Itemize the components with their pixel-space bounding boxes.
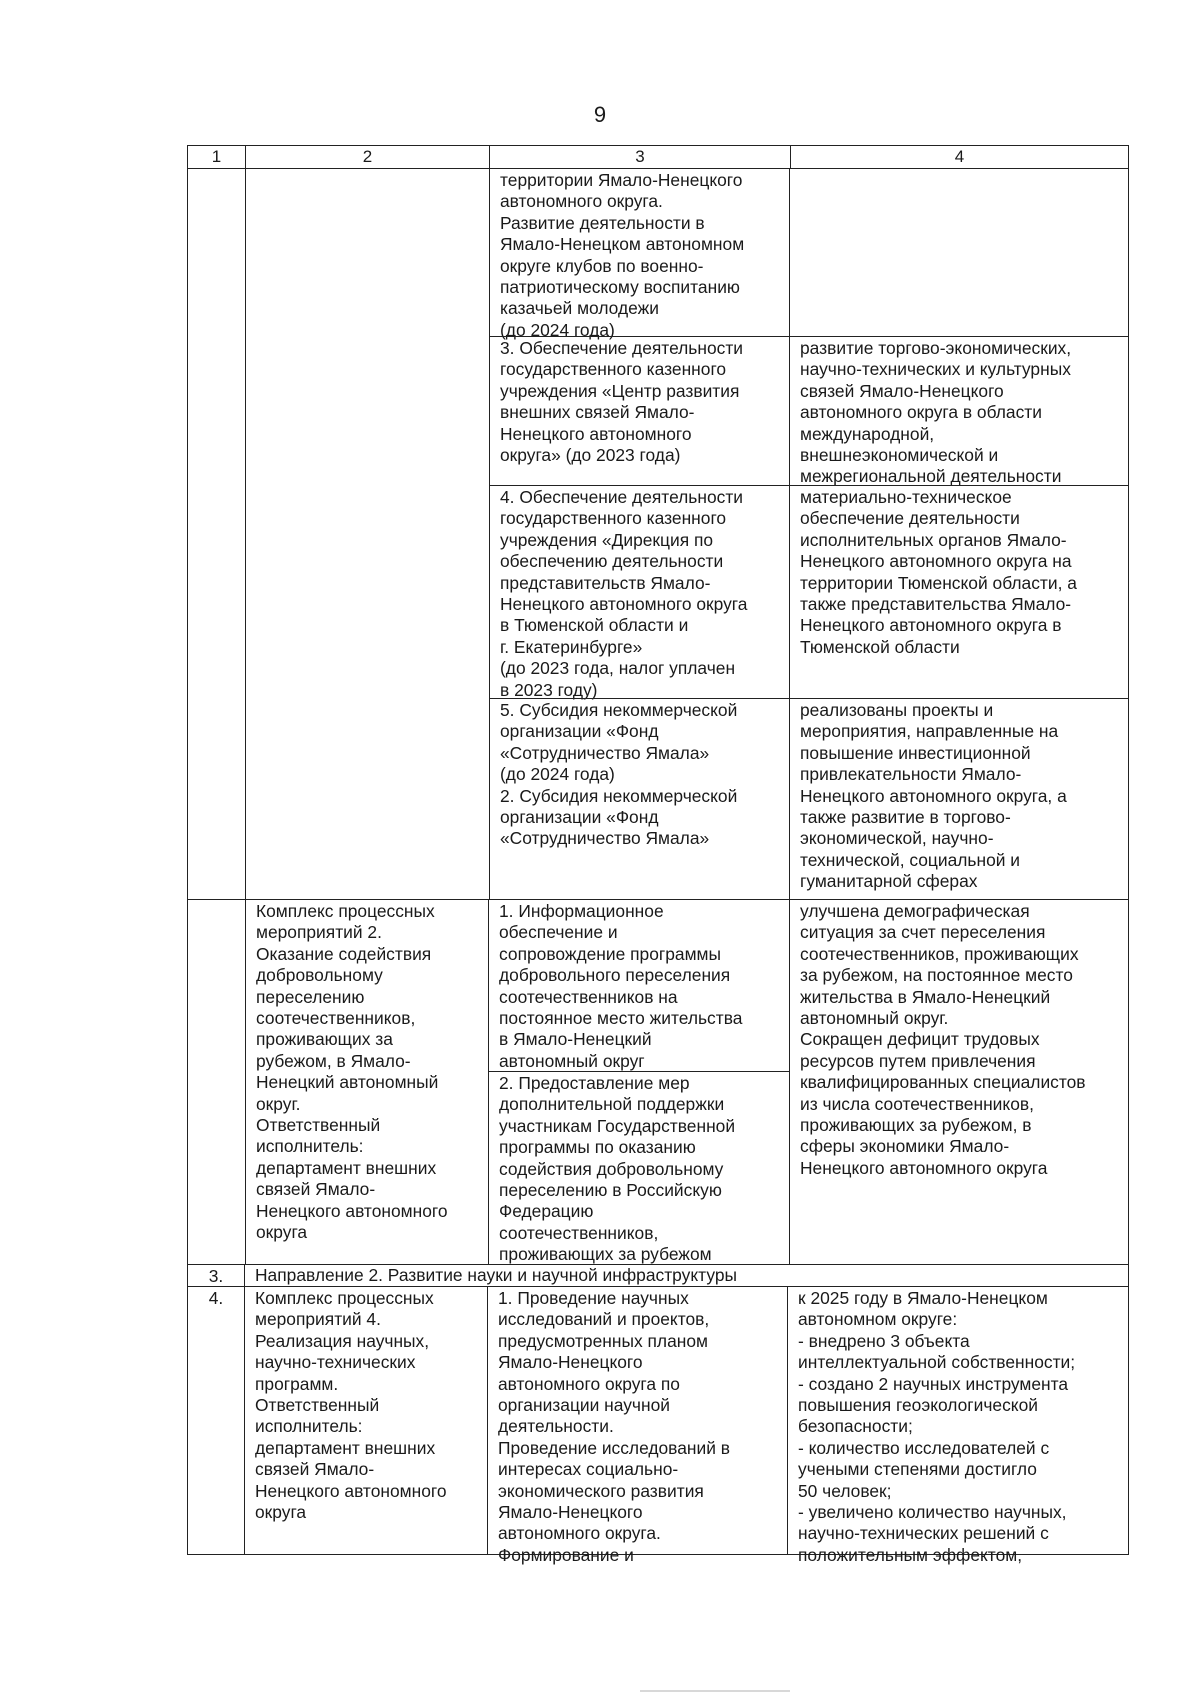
table-row-direction-2 <box>188 1264 1128 1286</box>
measure-cell: территории Ямало-Ненецкого автономного округа. Развитие деятельности в Ямало-Ненецком автономном округе клубов по военно- патриотическому воспитанию казачьей молодежи (до 2024 года) <box>490 169 790 336</box>
table-cell-empty <box>188 900 246 1264</box>
header-col-3: 3 <box>490 146 791 168</box>
table-row-continuation <box>188 168 1128 899</box>
measure-cell: 4. Обеспечение деятельности государственного казенного учреждения «Дирекция по обеспечению деятельности представительств Ямало- Ненецкого автономного округа в Тюменской области и г. Екатеринбурге» (до 2023 года, налог уплачен в 2023 году) <box>490 486 790 698</box>
scan-artifact <box>640 1690 790 1692</box>
measure-cell: 1. Проведение научных исследований и проектов, предусмотренных планом Ямало-Ненецкого автономного округа по организации научной деятельности. Проведение исследований в интересах социально- экономического развития Ямало-Ненецкого автономного округа. Формирование и <box>488 1287 788 1554</box>
measure-cell: 3. Обеспечение деятельности государственного казенного учреждения «Центр развития внешних связей Ямало- Ненецкого автономного округа» (до 2023 года) <box>490 337 790 485</box>
result-cell: улучшена демографическая ситуация за счет переселения соотечественников, проживающих за рубежом, на постоянное место жительства в Ямало-Ненецкий автономный округ. Сокращен дефицит трудовых ресурсов путем привлечения квалифицированных специалистов из числа соотечественников, проживающих за рубежом, в сферы экономики Ямало- Ненецкого автономного округа <box>800 901 1086 1178</box>
row-number: 4. <box>188 1287 245 1554</box>
complex-description-cell: Комплекс процессных мероприятий 4. Реализация научных, научно-технических программ. Ответственный исполнитель: департамент внешних связей Ямало- Ненецкого автономного округа <box>245 1287 488 1554</box>
table-row-complex-2 <box>188 899 1128 1264</box>
result-cell: развитие торгово-экономических, научно-технических и культурных связей Ямало-Ненецкого автономного округа в области международной, внешнеэкономической и межрегиональной деятельности <box>800 338 1072 487</box>
header-col-1: 1 <box>188 146 246 168</box>
sub-row <box>490 698 1128 899</box>
measures-stack <box>489 900 790 1264</box>
header-col-2: 2 <box>246 146 490 168</box>
sub-row <box>490 169 1128 340</box>
sub-rows <box>490 169 1128 899</box>
table-header-row <box>188 146 1128 168</box>
page-number: 9 <box>593 102 607 127</box>
table-cell-empty <box>188 169 246 899</box>
measure-cell: 2. Предоставление мер дополнительной поддержки участникам Государственной программы по оказанию содействия добровольному переселению в Российскую Федерацию соотечественников, проживающих за рубежом <box>489 1071 789 1266</box>
sub-row <box>490 336 1128 485</box>
sub-row <box>490 485 1128 698</box>
direction-title: Направление 2. Развитие науки и научной инфраструктуры <box>255 1265 737 1285</box>
result-cell: реализованы проекты и мероприятия, направленные на повышение инвестиционной привлекательности Ямало- Ненецкого автономного округа, а также развитие в торгово- экономической, научно- технической, социальной и гуманитарной сферах <box>800 700 1067 892</box>
complex-description-cell: Комплекс процессных мероприятий 2. Оказание содействия добровольному переселению соотечественников, проживающих за рубежом, в Ямало- Ненецкий автономный округ. Ответственный исполнитель: департамент внешних связей Ямало- Ненецкого автономного округа <box>246 900 489 1264</box>
measures-table <box>187 145 1129 1565</box>
table-row-complex-4 <box>188 1286 1128 1565</box>
row-number: 3. <box>188 1265 245 1286</box>
result-cell <box>790 169 1128 336</box>
measure-cell: 5. Субсидия некоммерческой организации «Фонд «Сотрудничество Ямала» (до 2024 года) 2. Субсидия некоммерческой организации «Фонд «Сотрудничество Ямала» <box>490 699 790 899</box>
result-cell: к 2025 году в Ямало-Ненецком автономном округе: - внедрено 3 объекта интеллектуальной собственности; - создано 2 научных инструмента повышения геоэкологической безопасности; - количество исследователей с учеными степенями достигло 50 человек; - увеличено количество научных, научно-технических решений с положительным эффектом, <box>798 1288 1076 1565</box>
table-cell-empty <box>246 169 490 899</box>
result-cell: материально-техническое обеспечение деятельности исполнительных органов Ямало- Ненецкого автономного округа на территории Тюменской области, а также представительства Ямало- Ненецкого автономного округа в Тюменской области <box>800 487 1077 657</box>
measure-cell: 1. Информационное обеспечение и сопровождение программы добровольного переселения соотечественников на постоянное место жительства в Ямало-Ненецкий автономный округ <box>499 901 743 1071</box>
header-col-4: 4 <box>954 147 965 166</box>
